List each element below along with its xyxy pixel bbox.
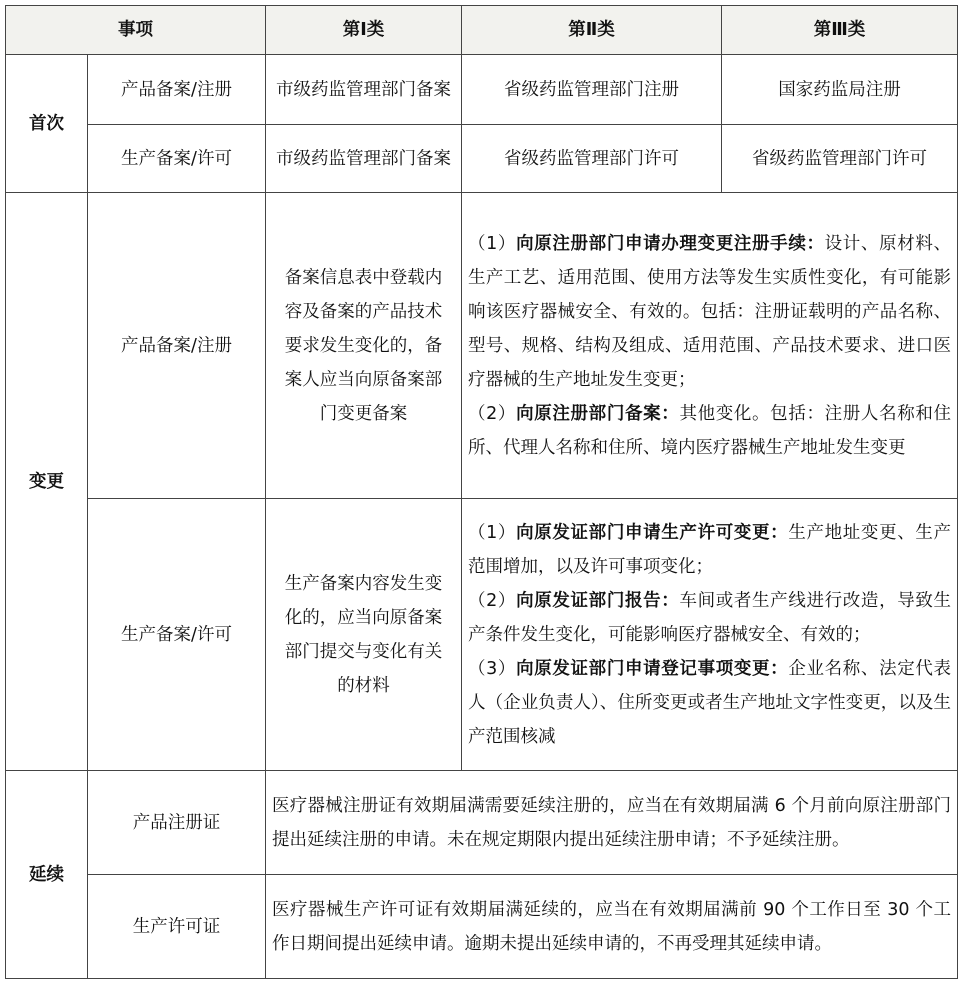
cell-renewal-text: 医疗器械生产许可证有效期届满延续的，应当在有效期届满前 90 个工作日至 30 个工作日期间提出延续申请。逾期未提出延续申请的，不再受理其延续申请。 [266,875,958,979]
item-number: （3） [468,658,517,679]
table-row [6,55,958,125]
cell-class1: 市级药监管理部门备案 [266,55,462,125]
item-text: 其他变化。包括：注册人名称和住所、代理人名称和住所、境内医疗器械生产地址发生变更 [468,403,952,458]
item-title: 向原发证部门申请生产许可变更： [516,522,789,543]
item-text: 生产地址变更、生产范围增加，以及许可事项变化； [468,522,952,577]
cell-class1: 备案信息表中登载内容及备案的产品技术要求发生变化的，备案人应当向原备案部门变更备案 [266,193,462,499]
row-label: 生产备案/许可 [88,125,266,193]
row-label: 产品注册证 [88,771,266,875]
item-text: 企业名称、法定代表人（企业负责人）、住所变更或者生产地址文字性变更，以及生产范围核减 [468,658,952,747]
row-label: 产品备案/注册 [88,193,266,499]
regulation-table [5,5,958,979]
group-renewal: 延续 [6,771,88,979]
cell-class3: 省级药监管理部门许可 [722,125,958,193]
header-class3: 第Ⅲ类 [722,6,958,55]
row-label: 产品备案/注册 [88,55,266,125]
header-class1: 第Ⅰ类 [266,6,462,55]
list-item [468,397,951,465]
cell-class2: 省级药监管理部门许可 [462,125,722,193]
list-item [468,584,951,652]
row-label: 生产许可证 [88,875,266,979]
item-number: （2） [468,403,517,424]
cell-class1: 市级药监管理部门备案 [266,125,462,193]
item-text: 设计、原材料、生产工艺、适用范围、使用方法等发生实质性变化，有可能影响该医疗器械安全、有效的。包括：注册证载明的产品名称、型号、规格、结构及组成、适用范围、产品技术要求、进口医疗器械的生产地址发生变更； [468,233,952,390]
table-row [6,875,958,979]
item-number: （1） [468,522,517,543]
item-title: 向原注册部门申请办理变更注册手续： [516,233,825,254]
item-title: 向原注册部门备案： [516,403,680,424]
group-first: 首次 [6,55,88,193]
cell-class1: 生产备案内容发生变化的，应当向原备案部门提交与变化有关的材料 [266,499,462,771]
table-row [6,125,958,193]
list-item [468,227,951,397]
item-title: 向原发证部门报告： [516,590,680,611]
group-change: 变更 [6,193,88,771]
cell-class2: 省级药监管理部门注册 [462,55,722,125]
row-label: 生产备案/许可 [88,499,266,771]
table-row [6,193,958,499]
item-number: （2） [468,590,517,611]
cell-class23 [462,499,958,771]
item-title: 向原发证部门申请登记事项变更： [516,658,789,679]
cell-class23 [462,193,958,499]
table-row [6,771,958,875]
item-number: （1） [468,233,517,254]
cell-class3: 国家药监局注册 [722,55,958,125]
cell-renewal-text: 医疗器械注册证有效期届满需要延续注册的，应当在有效期届满 6 个月前向原注册部门提出延续注册的申请。未在规定期限内提出延续注册申请；不予延续注册。 [266,771,958,875]
list-item [468,652,951,754]
header-row [6,6,958,55]
list-item [468,516,951,584]
table-row [6,499,958,771]
item-text: 车间或者生产线进行改造，导致生产条件发生变化，可能影响医疗器械安全、有效的； [468,590,952,645]
header-item: 事项 [6,6,266,55]
header-class2: 第Ⅱ类 [462,6,722,55]
